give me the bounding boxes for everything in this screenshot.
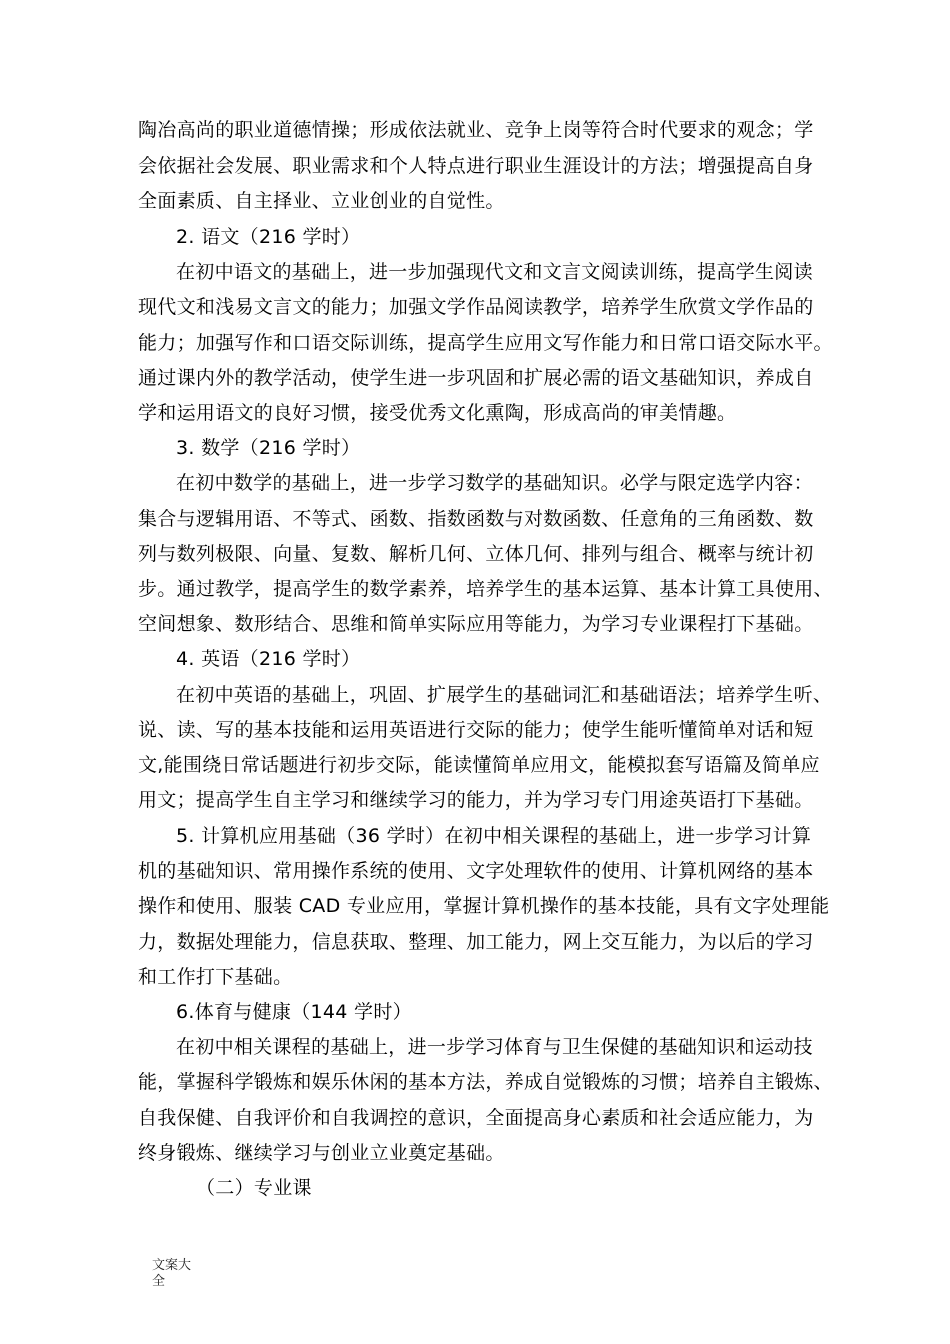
body-text-line: 终身锻炼、继续学习与创业立业奠定基础。: [138, 1142, 505, 1164]
section-heading-computer: 5. 计算机应用基础（36 学时）在初中相关课程的基础上，进一步学习计算: [176, 825, 812, 847]
body-text-line: 力，数据处理能力，信息获取、整理、加工能力，网上交互能力，为以后的学习: [138, 931, 814, 953]
body-text-line: 操作和使用、服装 CAD 专业应用，掌握计算机操作的基本技能，具有文字处理能: [138, 895, 830, 917]
footer-label: 文案大全: [152, 1258, 192, 1289]
body-text-line: 能，掌握科学锻炼和娱乐休闲的基本方法，养成自觉锻炼的习惯；培养自主锻炼、: [138, 1071, 833, 1093]
section-heading-chinese: 2. 语文（216 学时）: [176, 226, 361, 248]
body-text-line: 用文；提高学生自主学习和继续学习的能力，并为学习专门用途英语打下基础。: [138, 789, 814, 811]
section-heading-pe: 6.体育与健康（144 学时）: [176, 1001, 412, 1023]
body-text-line: 陶冶高尚的职业道德情操；形成依法就业、竞争上岗等符合时代要求的观念；学: [138, 119, 814, 141]
body-text-line: 集合与逻辑用语、不等式、函数、指数函数与对数函数、任意角的三角函数、数: [138, 508, 814, 530]
body-text-line: 文,能围绕日常话题进行初步交际，能读懂简单应用文，能模拟套写语篇及简单应: [138, 754, 820, 776]
body-text-line: 空间想象、数形结合、思维和简单实际应用等能力，为学习专业课程打下基础。: [138, 613, 814, 635]
body-text-line: 自我保健、自我评价和自我调控的意识，全面提高身心素质和社会适应能力，为: [138, 1107, 814, 1129]
body-text-line: 全面素质、自主择业、立业创业的自觉性。: [138, 190, 505, 212]
body-text-line: 在初中英语的基础上，巩固、扩展学生的基础词汇和基础语法；培养学生听、: [176, 684, 833, 706]
body-text-line: 列与数列极限、向量、复数、解析几何、立体几何、排列与组合、概率与统计初: [138, 543, 814, 565]
body-text-line: 在初中数学的基础上，进一步学习数学的基础知识。必学与限定选学内容：: [176, 472, 813, 494]
section-heading-professional: （二）专业课: [196, 1177, 312, 1199]
body-text-line: 步。通过教学，提高学生的数学素养，培养学生的基本运算、基本计算工具使用、: [138, 578, 833, 600]
body-text-line: 能力；加强写作和口语交际训练，提高学生应用文写作能力和日常口语交际水平。: [138, 332, 833, 354]
body-text-line: 现代文和浅易文言文的能力；加强文学作品阅读教学，培养学生欣赏文学作品的: [138, 296, 814, 318]
body-text-line: 通过课内外的教学活动，使学生进一步巩固和扩展必需的语文基础知识，养成自: [138, 367, 814, 389]
body-text-line: 和工作打下基础。: [138, 966, 293, 988]
section-heading-english: 4. 英语（216 学时）: [176, 648, 361, 670]
body-text-line: 说、读、写的基本技能和运用英语进行交际的能力；使学生能听懂简单对话和短: [138, 719, 814, 741]
body-text-line: 学和运用语文的良好习惯，接受优秀文化熏陶，形成高尚的审美情趣。: [138, 402, 737, 424]
section-heading-math: 3. 数学（216 学时）: [176, 437, 361, 459]
body-text-line: 机的基础知识、常用操作系统的使用、文字处理软件的使用、计算机网络的基本: [138, 860, 814, 882]
body-text-line: 在初中语文的基础上，进一步加强现代文和文言文阅读训练，提高学生阅读: [176, 261, 813, 283]
body-text-line: 会依据社会发展、职业需求和个人特点进行职业生涯设计的方法；增强提高自身: [138, 155, 814, 177]
body-text-line: 在初中相关课程的基础上，进一步学习体育与卫生保健的基础知识和运动技: [176, 1036, 813, 1058]
